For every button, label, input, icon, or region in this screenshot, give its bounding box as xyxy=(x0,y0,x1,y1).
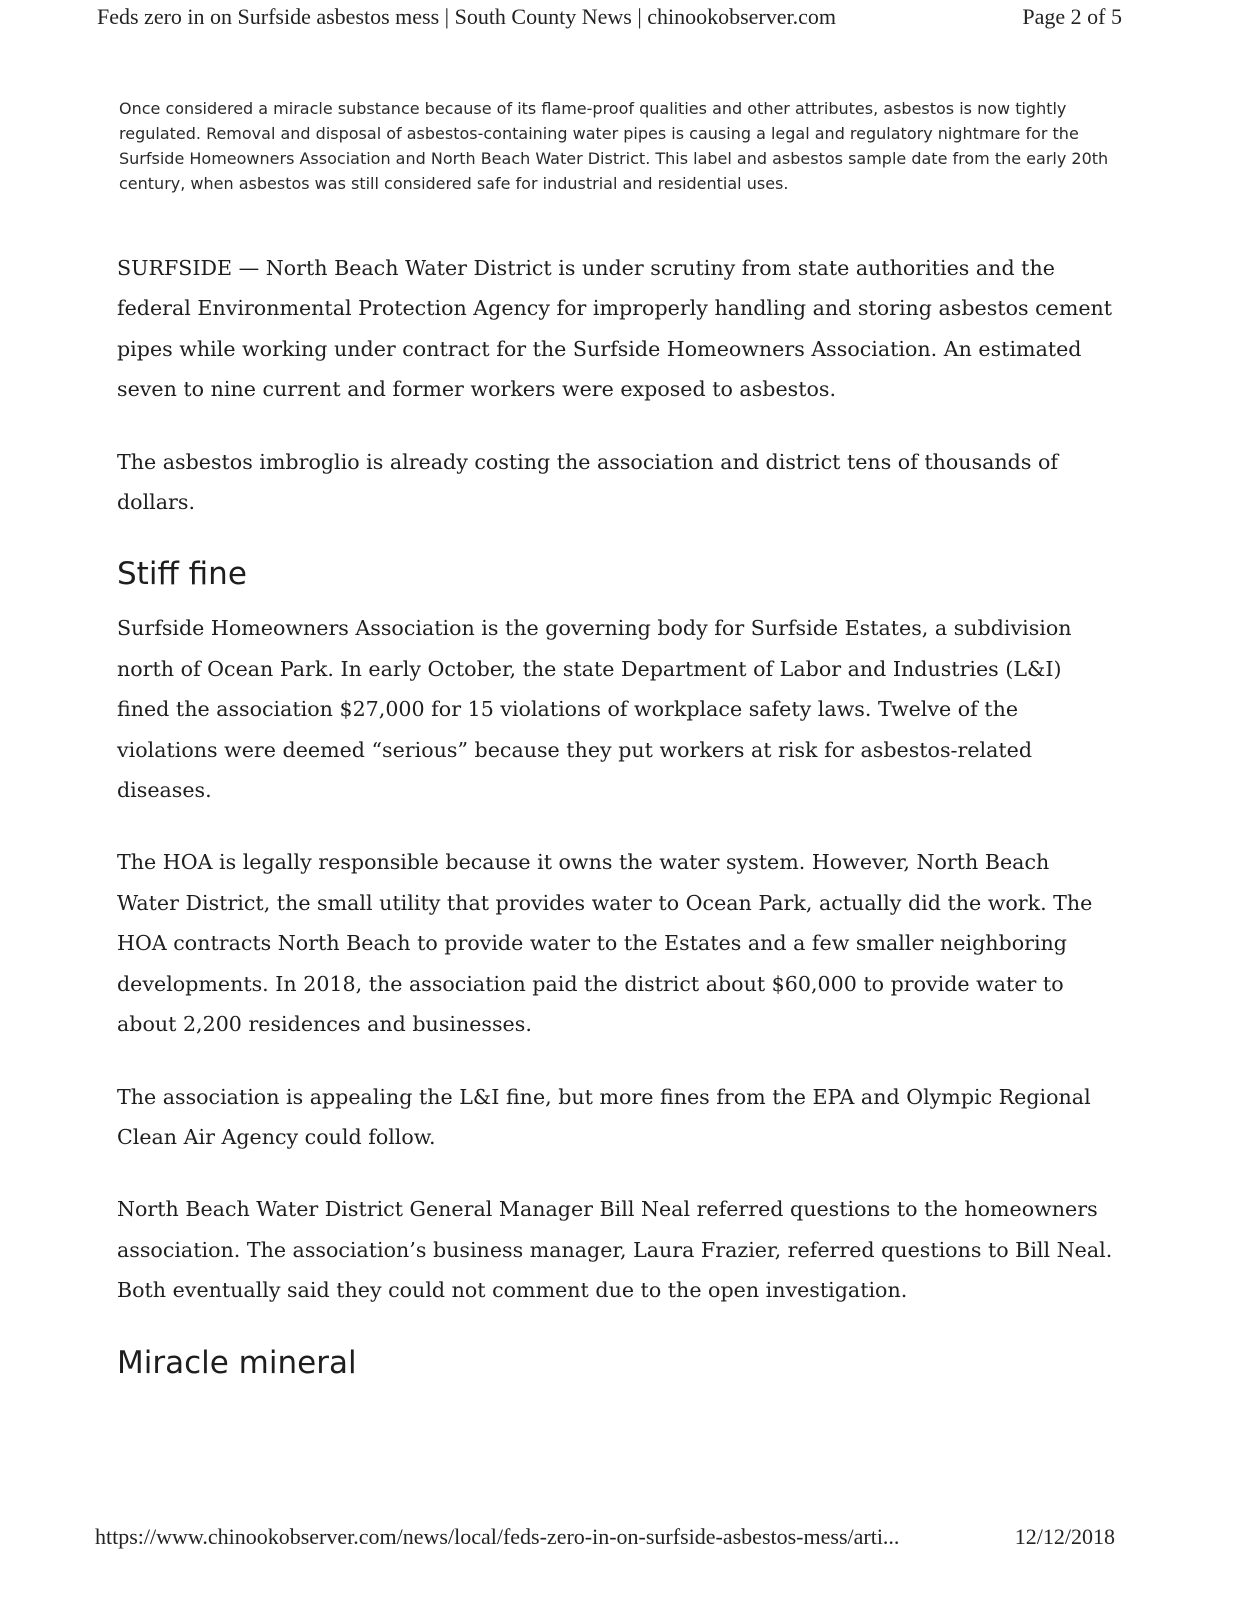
page-number: Page 2 of 5 xyxy=(1022,4,1122,29)
section-heading-miracle-mineral: Miracle mineral xyxy=(117,1344,357,1381)
source-url: https://www.chinookobserver.com/news/local/feds-zero-in-on-surfside-asbestos-mess/arti... xyxy=(95,1524,900,1549)
article-paragraph: Surfside Homeowners Association is the governing body for Surfside Estates, a subdivision north of Ocean Park. In early October, the state Department of Labor and Industries (L&I) fined the association $27,000 for 15 violations of workplace safety laws. Twelve of the violations were deemed “serious” because they put workers at risk for asbestos-related diseases. xyxy=(117,616,1072,803)
article-paragraph: The asbestos imbroglio is already costing the association and district tens of thousands of dollars. xyxy=(117,449,1058,515)
article-paragraph: The HOA is legally responsible because it owns the water system. However, North Beach Water District, the small utility that provides water to Ocean Park, actually did the work. The HOA contracts North Beach to provide water to the Estates and a few smaller neighboring developments. In 2018, the association paid the district about $60,000 to provide water to about 2,200 residences and businesses. xyxy=(117,850,1093,1037)
print-header xyxy=(97,4,1122,34)
article-paragraph: North Beach Water District General Manager Bill Neal referred questions to the homeowners association. The association’s business manager, Laura Frazier, referred questions to Bill Neal. Both eventually said they could not comment due to the open investigation. xyxy=(117,1197,1113,1303)
article-paragraph: SURFSIDE — North Beach Water District is under scrutiny from state authorities and the federal Environmental Protection Agency for improperly handling and storing asbestos cement pipes while working under contract for the Surfside Homeowners Association. An estimated seven to nine current and former workers were exposed to asbestos. xyxy=(117,256,1113,402)
print-header-title: Feds zero in on Surfside asbestos mess | South County News | chinookobserver.com xyxy=(97,4,837,29)
article-body xyxy=(117,248,1117,1397)
print-footer xyxy=(95,1524,1115,1554)
article-paragraph: The association is appealing the L&I fine, but more fines from the EPA and Olympic Regional Clean Air Agency could follow. xyxy=(117,1084,1091,1149)
photo-caption: Once considered a miracle substance because of its flame-proof qualities and other attributes, asbestos is now tightly regulated. Removal and disposal of asbestos-containing water pipes is causing a legal and regulatory nightmare for the Surfside Homeowners Association and North Beach Water District. This label and asbestos sample date from the early 20th century, when asbestos was still considered safe for industrial and residential uses. xyxy=(119,99,1109,193)
print-date: 12/12/2018 xyxy=(1014,1524,1115,1549)
section-heading-stiff-fine: Stiff fine xyxy=(117,556,247,593)
